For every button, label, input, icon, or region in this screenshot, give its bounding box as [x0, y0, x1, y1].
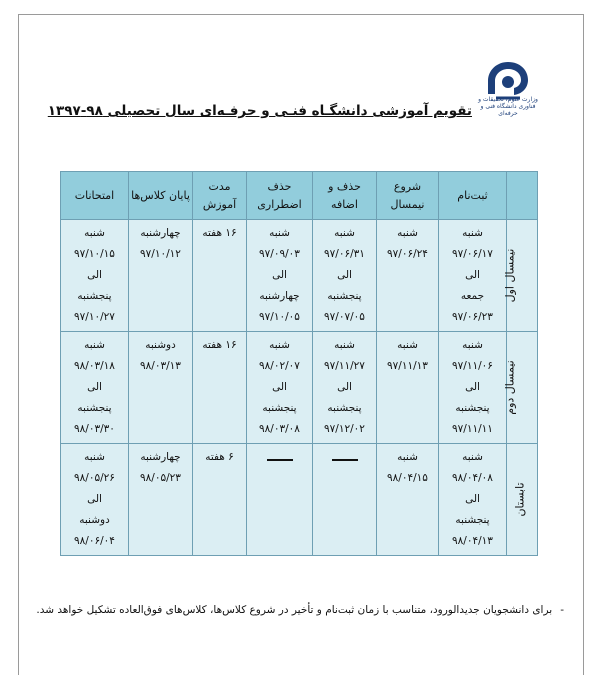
cell-duration: [193, 220, 247, 332]
cell-line: پنجشنبه: [455, 402, 490, 414]
table-row: [61, 444, 538, 556]
cell-duration: [193, 332, 247, 444]
cell-line: ۹۷/۱۱/۲۷: [324, 360, 365, 372]
header-cell-semester-start: شروع نیمسال: [377, 172, 439, 220]
cell-line: شنبه: [84, 451, 105, 463]
cell-semester-start: [377, 444, 439, 556]
cell-add-drop: [313, 444, 377, 556]
cell-semester-start: [377, 332, 439, 444]
cell-line: شنبه: [462, 227, 483, 239]
cell-line: شنبه: [84, 339, 105, 351]
cell-line: پنجشنبه: [262, 402, 297, 414]
cell-line: ۹۷/۱۰/۰۵: [259, 311, 300, 323]
cell-line: ۹۷/۰۹/۰۳: [259, 248, 300, 260]
footnote-bullet: -: [560, 604, 564, 616]
cell-line: الی: [87, 493, 102, 505]
header-cell-exams: امتحانات: [61, 172, 129, 220]
cell-line: ۹۸/۰۵/۲۳: [140, 472, 181, 484]
cell-semester-start: [377, 220, 439, 332]
header-cell-registration: ثبت‌نام: [439, 172, 507, 220]
header-cell-classes-end: پایان کلاس‌ها: [129, 172, 193, 220]
cell-line: ۹۸/۰۴/۱۵: [387, 472, 428, 484]
semester-label-cell: [503, 332, 538, 444]
cell-line: ۹۷/۰۷/۰۵: [324, 311, 365, 323]
cell-line: ۹۷/۱۱/۰۶: [452, 360, 493, 372]
cell-line: شنبه: [84, 227, 105, 239]
cell-line: شنبه: [397, 451, 418, 463]
table-header-row: [61, 172, 538, 220]
cell-classes-end: [129, 444, 193, 556]
cell-line: ۱۶ هفته: [202, 339, 237, 351]
cell-classes-end: [129, 332, 193, 444]
cell-line: پنجشنبه: [327, 402, 362, 414]
table-row: [61, 332, 538, 444]
cell-emergency-drop: [247, 220, 313, 332]
cell-line: ۹۷/۱۰/۲۷: [74, 311, 115, 323]
cell-line: ۹۸/۰۴/۱۳: [452, 535, 493, 547]
cell-line: پنجشنبه: [77, 402, 112, 414]
cell-line: الی: [87, 381, 102, 393]
cell-line: دوشنبه: [145, 339, 176, 351]
semester-label: نیمسال دوم: [503, 359, 517, 415]
cell-line: شنبه: [269, 339, 290, 351]
cell-line: ۹۷/۰۶/۳۱: [324, 248, 365, 260]
cell-line: ۱۶ هفته: [202, 227, 237, 239]
cell-line: ۹۸/۰۵/۲۶: [74, 472, 115, 484]
cell-add-drop: [313, 220, 377, 332]
cell-line: ۹۸/۰۳/۱۳: [140, 360, 181, 372]
cell-line: پنجشنبه: [455, 514, 490, 526]
cell-line: چهارشنبه: [259, 290, 300, 302]
cell-line: الی: [272, 381, 287, 393]
semester-label-cell: [503, 220, 538, 332]
cell-line: ۹۸/۰۳/۰۸: [259, 423, 300, 435]
cell-line: ۹۷/۰۶/۲۴: [387, 248, 428, 260]
cell-line: الی: [337, 381, 352, 393]
header-cell-corner: [507, 172, 538, 220]
cell-line: ۹۷/۱۰/۱۵: [74, 248, 115, 260]
cell-line: ۹۷/۱۱/۱۳: [387, 360, 428, 372]
footnote: [30, 596, 564, 624]
cell-line: پنجشنبه: [77, 290, 112, 302]
cell-line: الی: [465, 381, 480, 393]
header-cell-add-drop: حذف و اضافه: [313, 172, 377, 220]
empty-dash: [267, 459, 293, 461]
cell-line: ۹۷/۰۶/۱۷: [452, 248, 493, 260]
cell-line: الی: [337, 269, 352, 281]
cell-line: ۹۷/۱۲/۰۲: [324, 423, 365, 435]
cell-line: ۹۸/۰۲/۰۷: [259, 360, 300, 372]
cell-line: شنبه: [462, 451, 483, 463]
cell-line: ۶ هفته: [205, 451, 234, 463]
header-cell-duration: مدت آموزش: [193, 172, 247, 220]
cell-line: ۹۷/۱۰/۱۲: [140, 248, 181, 260]
page-title: تقویم آموزشی دانشگـاه فنـی و حرفـه‌ای سال تحصیلی ۹۸-۱۳۹۷: [47, 103, 472, 119]
cell-line: ۹۸/۰۳/۳۰: [74, 423, 115, 435]
cell-line: ۹۸/۰۴/۰۸: [452, 472, 493, 484]
cell-line: جمعه: [460, 290, 485, 302]
cell-line: شنبه: [269, 227, 290, 239]
cell-line: الی: [87, 269, 102, 281]
semester-label: تابستان: [513, 481, 527, 517]
cell-line: چهارشنبه: [140, 227, 181, 239]
cell-line: شنبه: [462, 339, 483, 351]
cell-line: شنبه: [397, 227, 418, 239]
logo-caption: وزارت علوم، تحقیقات و فناوری دانشگاه فنی و حرفه‌ای: [478, 96, 538, 117]
cell-classes-end: [129, 220, 193, 332]
cell-line: ۹۷/۱۱/۱۱: [452, 423, 493, 435]
cell-duration: [193, 444, 247, 556]
cell-line: الی: [272, 269, 287, 281]
cell-line: چهارشنبه: [140, 451, 181, 463]
cell-exams: [61, 444, 129, 556]
cell-line: شنبه: [334, 227, 355, 239]
cell-line: الی: [465, 269, 480, 281]
cell-emergency-drop: [247, 444, 313, 556]
academic-calendar-table: [60, 171, 538, 556]
cell-line: پنجشنبه: [327, 290, 362, 302]
empty-dash: [332, 459, 358, 461]
cell-add-drop: [313, 332, 377, 444]
semester-label: نیمسال اول: [503, 248, 517, 302]
cell-emergency-drop: [247, 332, 313, 444]
cell-line: شنبه: [334, 339, 355, 351]
cell-line: ۹۸/۰۳/۱۸: [74, 360, 115, 372]
cell-line: ۹۸/۰۶/۰۴: [74, 535, 115, 547]
semester-label-cell: [507, 444, 538, 556]
cell-line: دوشنبه: [79, 514, 110, 526]
cell-exams: [61, 332, 129, 444]
cell-line: ۹۷/۰۶/۲۳: [452, 311, 493, 323]
footnote-text: برای دانشجویان جدیدالورود، متناسب با زمان ثبت‌نام و تأخیر در شروع کلاس‌ها، کلاس‌های فوق‌العاده تشکیل خواهد شد.: [36, 604, 553, 616]
cell-line: شنبه: [397, 339, 418, 351]
cell-exams: [61, 220, 129, 332]
cell-registration: [439, 444, 507, 556]
header-cell-emergency-drop: حذف اضطراری: [247, 172, 313, 220]
table-row: [61, 220, 538, 332]
cell-line: الی: [465, 493, 480, 505]
